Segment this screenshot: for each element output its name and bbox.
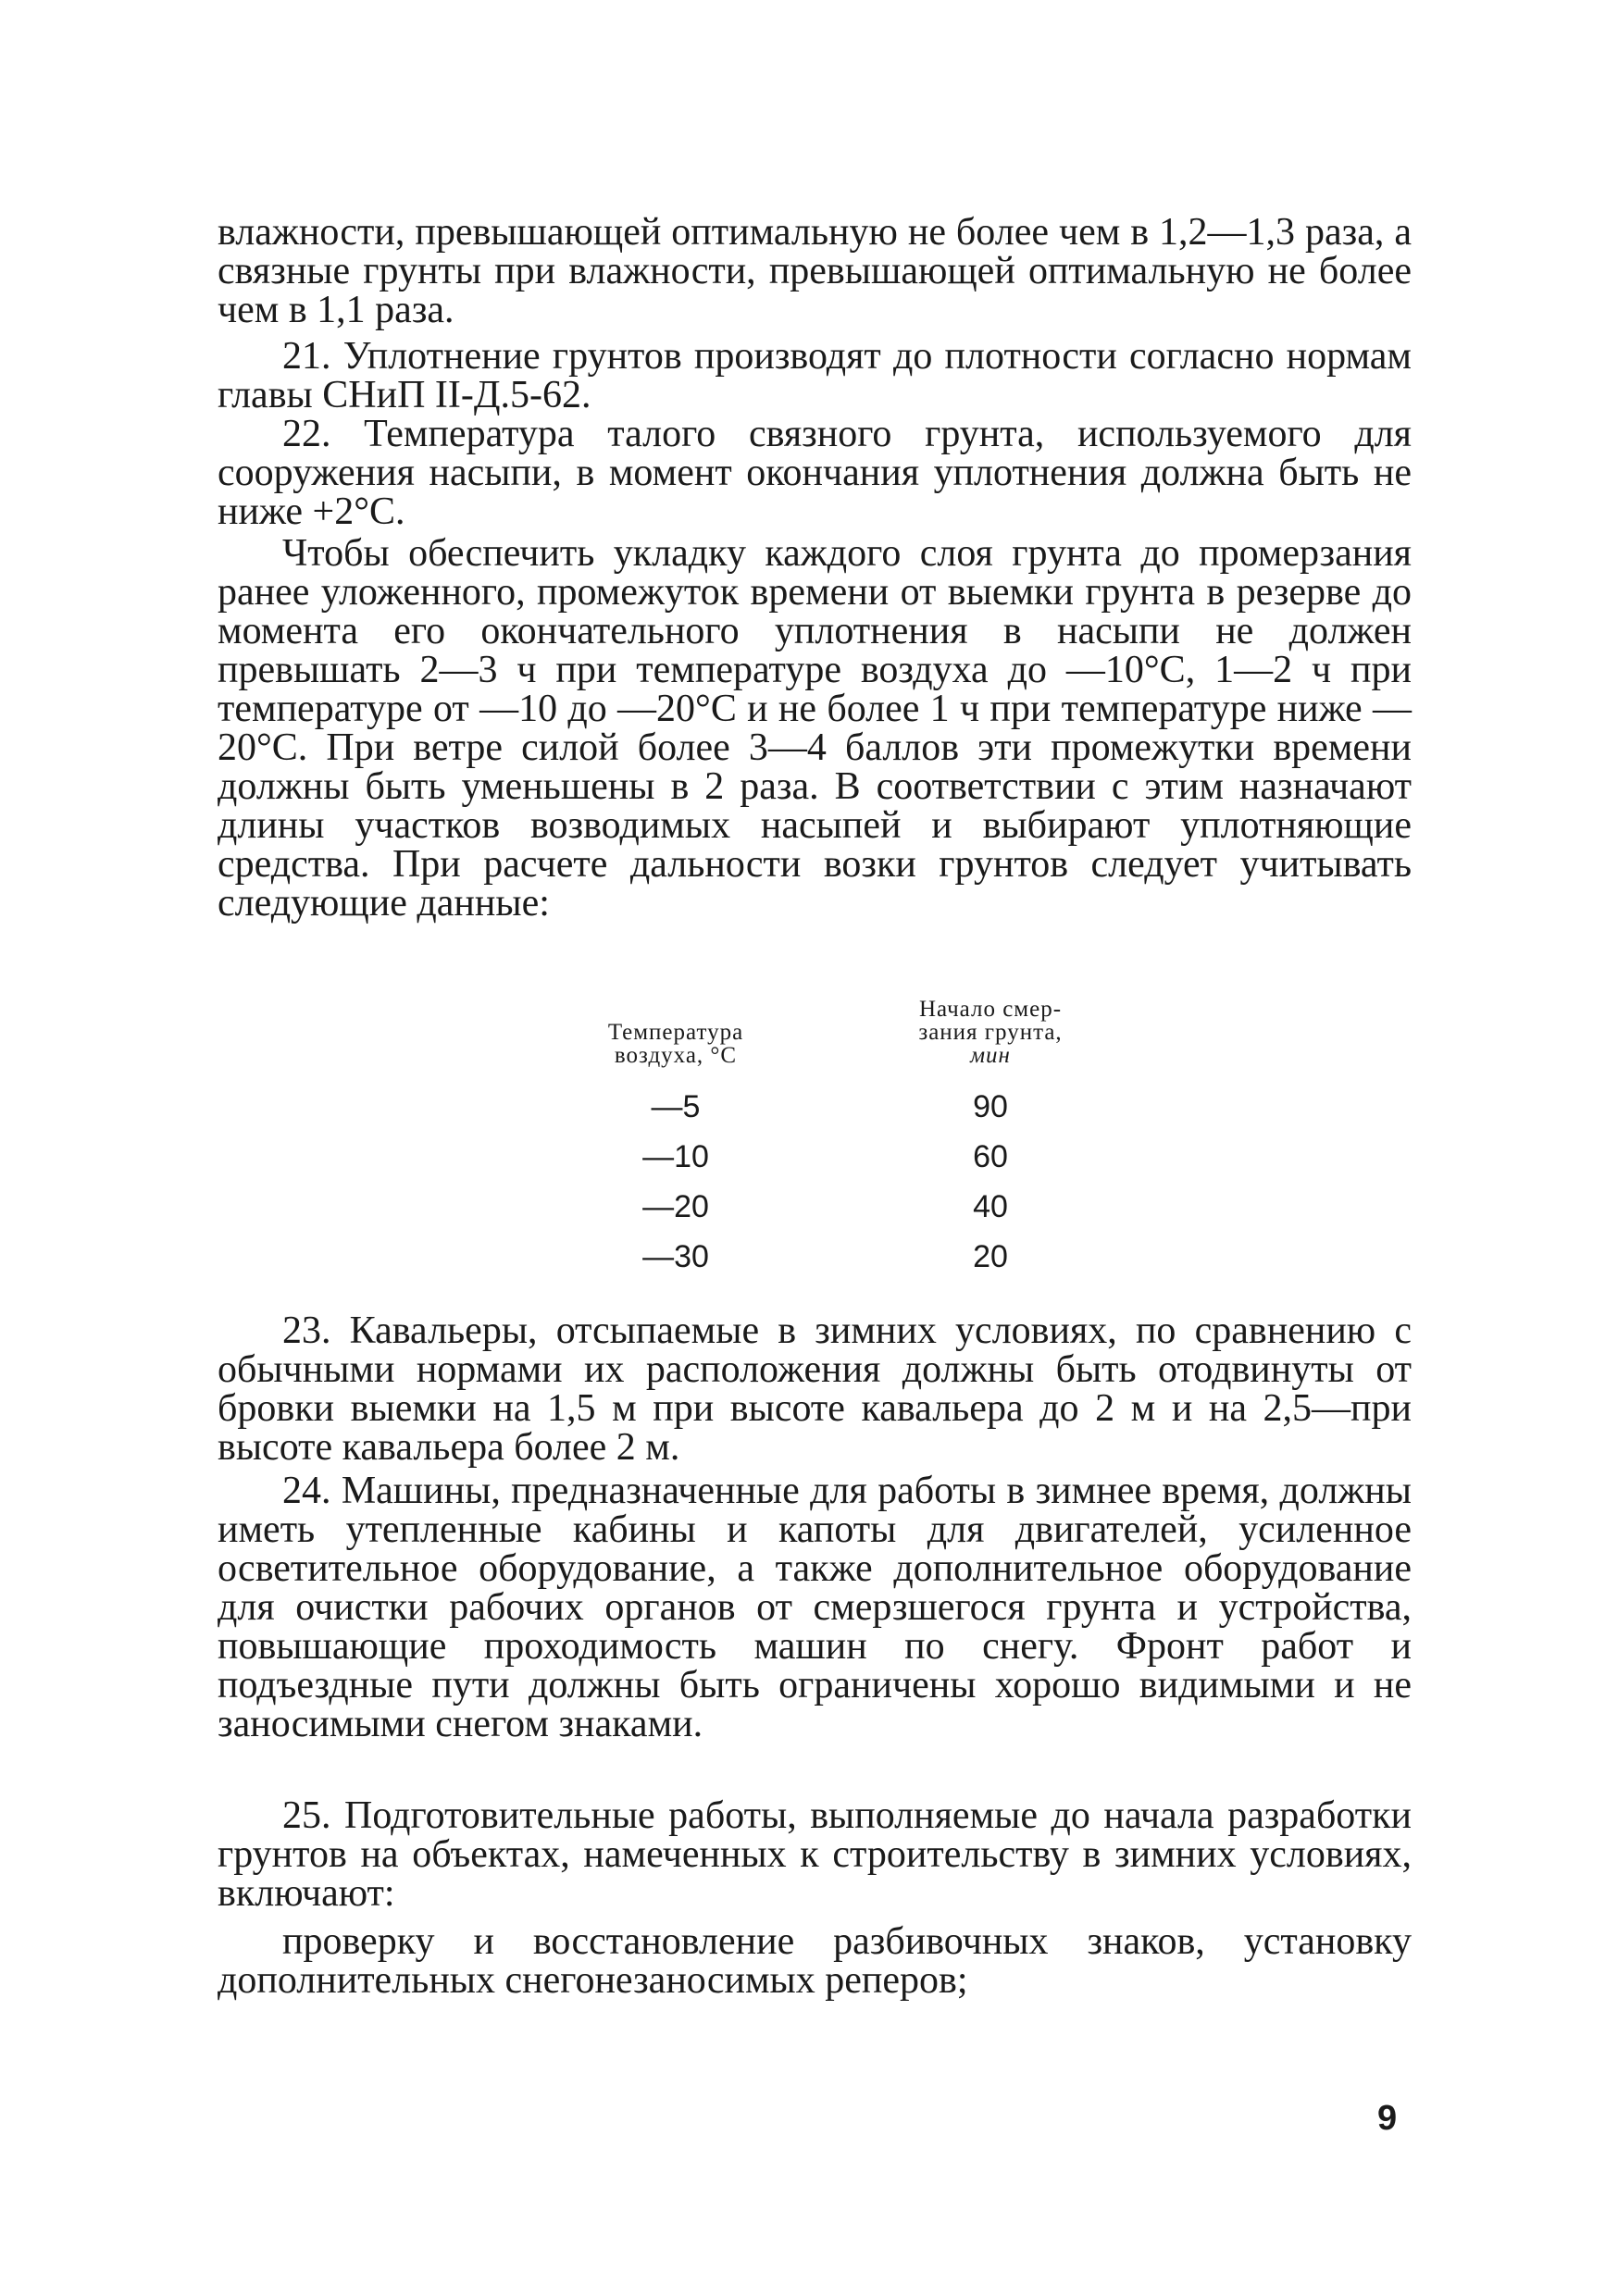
cell-temperature: —30 xyxy=(642,1238,709,1274)
cell-freezing-start: 40 xyxy=(973,1188,1008,1224)
cell-temperature: —20 xyxy=(642,1188,709,1224)
cell-temperature: —10 xyxy=(642,1138,709,1174)
table-row xyxy=(579,1232,1097,1282)
table-row xyxy=(579,1132,1097,1182)
header-start-line2: зания грунта, xyxy=(918,1020,1063,1045)
paragraph-22: 22. Температура талого связного грунта, используемого для сооружения насыпи, в момент окончания уплотнения должна быть не ниже +2°С. xyxy=(218,413,1412,533)
page-number: 9 xyxy=(1377,2099,1398,2138)
table-header-row xyxy=(579,998,1097,1082)
header-temp-line2: воздуха, °С xyxy=(614,1043,738,1068)
paragraph-23: 23. Кавальеры, отсыпаемые в зимних условиях, по сравнению с обычными нормами их расположения должны быть отодвинуты от бровки выемки на 1,5 м при высоте кавальера до 2 м и на 2,5—при высоте кавальера более 2 м. xyxy=(218,1309,1412,1469)
paragraph-25: 25. Подготовительные работы, выполняемые до начала разработки грунтов на объектах, намеченных к строительству в зимних условиях, включают: xyxy=(218,1794,1412,1915)
cell-gap xyxy=(773,1082,884,1132)
cell-freezing-start: 60 xyxy=(973,1138,1008,1174)
paragraph-intro-continuation: влажности, превышающей оптимальную не более чем в 1,2—1,3 раза, а связные грунты при влажности, превышающей оптимальную не более чем в 1,1 раза. xyxy=(218,211,1412,331)
paragraph-provision-item: проверку и восстановление разбивочных знаков, установку дополнительных снегонезаносимых реперов; xyxy=(218,1920,1412,2002)
freezing-start-table xyxy=(579,998,1097,1282)
paragraph-24: 24. Машины, предназначенные для работы в зимнее время, должны иметь утепленные кабины и капоты для двигателей, усиленное осветительное оборудование, а также дополнительное оборудование для очистки рабочих органов от смерзшегося грунта и устройства, повышающие проходимость машин по снегу. Фронт работ и подъездные пути должны быть ограничены хорошо видимыми и не заносимыми снегом знаками. xyxy=(218,1470,1412,1745)
header-freezing-start xyxy=(884,998,1097,1082)
header-air-temperature xyxy=(579,998,773,1082)
table-row xyxy=(579,1182,1097,1232)
cell-gap xyxy=(773,1182,884,1232)
paragraph-freezing-time: Чтобы обеспечить укладку каждого слоя грунта до промерзания ранее уложенного, промежуток времени от выемки грунта в резерве до момента его окончательного уплотнения в насыпи не должен превышать 2—3 ч при температуре воздуха до —10°С, 1—2 ч при температуре от —10 до —20°С и не более 1 ч при температуре ниже —20°С. При ветре силой более 3—4 баллов эти промежутки времени должны быть уменьшены в 2 раза. В соответствии с этим назначают длины участков возводимых насыпей и выбирают уплотняющие средства. При расчете дальности возки грунтов следует учитывать следующие данные: xyxy=(218,532,1412,925)
paragraph-21: 21. Уплотнение грунтов производят до плотности согласно нормам главы СНиП II-Д.5-62. xyxy=(218,335,1412,416)
cell-temperature: —5 xyxy=(651,1088,701,1124)
header-start-unit: мин xyxy=(970,1043,1011,1068)
header-temp-line1: Температура xyxy=(607,1020,744,1045)
cell-freezing-start: 20 xyxy=(973,1238,1008,1274)
header-start-line1: Начало смер- xyxy=(918,997,1063,1022)
header-gap xyxy=(773,998,884,1082)
table-row xyxy=(579,1082,1097,1132)
cell-gap xyxy=(773,1232,884,1282)
cell-gap xyxy=(773,1132,884,1182)
cell-freezing-start: 90 xyxy=(973,1088,1008,1124)
